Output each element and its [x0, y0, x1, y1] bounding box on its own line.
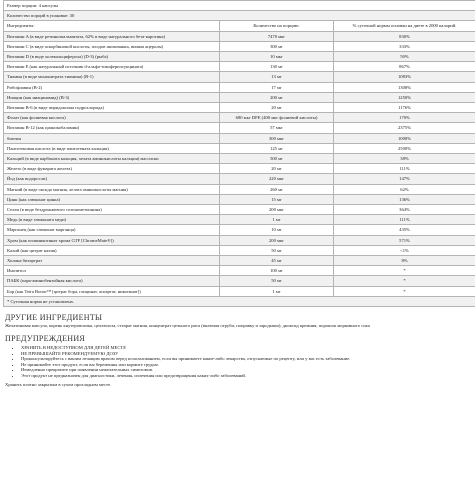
servings-per-container: Количество порций в упаковке: 30 — [4, 11, 475, 21]
ingredient-daily-value: <1% — [334, 245, 475, 255]
ingredient-amount: 200 мкг — [220, 235, 334, 245]
storage-note: Хранить плотно закрытым в сухом прохладном месте. — [5, 381, 112, 387]
table-row — [4, 133, 475, 143]
table-row — [4, 225, 475, 235]
ingredient-name: Калий (как цитрат калия) — [4, 245, 220, 255]
ingredient-amount: 7470 мкг — [220, 31, 334, 41]
ingredient-name: Йод (как водоросли) — [4, 174, 220, 184]
ingredient-name: Бор (как Tetra Boron™ [цитрат бора, глицинат, аспартат, никотинат]) — [4, 286, 220, 296]
warning-item: • Немедленно прекратите при появлении нежелательных симптомов. — [21, 367, 475, 373]
footnote: * Суточная норма не установлена. — [4, 296, 475, 306]
ingredient-daily-value: 1250% — [334, 92, 475, 102]
table-row — [4, 154, 475, 164]
table-row — [4, 235, 475, 245]
ingredient-name: Пантотеновая кислота (в виде пантотената кальция) — [4, 143, 220, 153]
ingredient-daily-value: 170% — [334, 113, 475, 123]
other-ingredients-text: Желатиновая капсула, корень кнутеровскика, целлюлоза, стеарат магния, концентрат цельного риса (включая отруби, поправку и зародыши), диоксид кремния, порошок морковного сока — [5, 323, 370, 329]
other-ingredients-heading: ДРУГИЕ ИНГРЕДИЕНТЫ — [5, 313, 103, 323]
table-row — [4, 245, 475, 255]
ingredient-daily-value: 830% — [334, 31, 475, 41]
ingredient-amount: 100 мг — [220, 266, 334, 276]
table-row — [4, 194, 475, 204]
table-row — [4, 31, 475, 41]
ingredient-amount: 10 мкг — [220, 52, 334, 62]
ingredient-daily-value: 8% — [334, 256, 475, 266]
table-row — [4, 123, 475, 133]
ingredient-daily-value: * — [334, 286, 475, 296]
table-row — [4, 103, 475, 113]
ingredient-name: Медь (в виде глюконата меди) — [4, 215, 220, 225]
ingredient-name: Цинк (как глюконат цинка) — [4, 194, 220, 204]
ingredient-name: Холина битартрат — [4, 256, 220, 266]
ingredient-amount: 300 мкг — [220, 133, 334, 143]
table-row — [4, 62, 475, 72]
table-row — [4, 82, 475, 92]
ingredient-amount: 200 мкг — [220, 205, 334, 215]
table-row — [4, 205, 475, 215]
serving-size-row — [4, 1, 475, 11]
ingredient-amount: 1 мг — [220, 215, 334, 225]
ingredient-name: Ниацин (как ниацинамид) (B-3) — [4, 92, 220, 102]
ingredient-amount: 200 мг — [220, 92, 334, 102]
ingredient-daily-value: 2500% — [334, 143, 475, 153]
ingredient-daily-value: 111% — [334, 164, 475, 174]
ingredient-name: ПАБК (пара-аминобензойная кислота) — [4, 276, 220, 286]
ingredient-name: Хром (как полиникотинат хрома GTF [ChromeMate®]) — [4, 235, 220, 245]
header-amount: Количество на порцию: — [220, 21, 334, 31]
table-row — [4, 286, 475, 296]
ingredient-amount: 20 мг — [220, 164, 334, 174]
ingredient-amount: 45 мг — [220, 256, 334, 266]
ingredient-daily-value: 111% — [334, 215, 475, 225]
table-row — [4, 276, 475, 286]
ingredient-amount: 300 мг — [220, 41, 334, 51]
table-row — [4, 256, 475, 266]
ingredient-name: Витамин A (в виде ретинилпальмитата, 62% в виде натурального бета-каротина) — [4, 31, 220, 41]
ingredient-amount: 10 мг — [220, 225, 334, 235]
ingredient-amount: 15 мг — [220, 194, 334, 204]
warning-item: • Этот продукт не предназначен для диагностики, лечения, излечения или предотвращения каких-либо заболеваний. — [21, 373, 475, 379]
ingredient-daily-value: 62% — [334, 184, 475, 194]
ingredient-name: Селен (в виде бездрожжевого селенометионина) — [4, 205, 220, 215]
warning-item: • ХРАНИТЬ В НЕДОСТУПНОМ ДЛЯ ДЕТЕЙ МЕСТЕ — [21, 345, 475, 351]
ingredient-name: Витамин C (в виде аскорбиновой кислоты, плодов шиповника, вишни ацеролы) — [4, 41, 220, 51]
table-row — [4, 143, 475, 153]
serving-size: Размер порции: 4 капсулы — [4, 1, 475, 11]
ingredient-name: Рибофлавин (B-2) — [4, 82, 220, 92]
ingredient-amount: 20 мг — [220, 103, 334, 113]
warning-item: • Не принимайте этот продукт, если вы беременны или кормите грудью. — [21, 362, 475, 368]
ingredient-amount: 680 мкг DFE (400 мкг фолиевой кислоты) — [220, 113, 334, 123]
table-row — [4, 266, 475, 276]
ingredient-daily-value: 571% — [334, 235, 475, 245]
ingredient-amount: 17 мг — [220, 82, 334, 92]
ingredient-name: Витамин D (в виде холекальциферола) (D-3) (рыба) — [4, 52, 220, 62]
ingredient-daily-value: 1176% — [334, 103, 475, 113]
header-daily-value: % суточной нормы основан на диете в 2000 калорий. — [334, 21, 475, 31]
ingredient-amount: 57 мкг — [220, 123, 334, 133]
ingredient-daily-value: 435% — [334, 225, 475, 235]
ingredient-daily-value: 38% — [334, 154, 475, 164]
warning-item: • Проконсультируйтесь с вашим лечащим врачом перед использованием, если вы принимаете какие-либо лекарства, отпускаемые по рецепту, или у вас есть заболевание. — [21, 356, 475, 362]
table-row — [4, 164, 475, 174]
header-ingredient: Ингредиенты: — [4, 21, 220, 31]
supplement-facts-table — [3, 0, 475, 307]
ingredient-name: Витамин B-12 (как цианокобаламин) — [4, 123, 220, 133]
warning-item: • НЕ ПРЕВЫШАЙТЕ РЕКОМЕНДУЕМУЮ ДОЗУ — [21, 351, 475, 357]
ingredient-name: Марганец (как глюконат марганца) — [4, 225, 220, 235]
ingredient-daily-value: 1083% — [334, 72, 475, 82]
ingredient-daily-value: 867% — [334, 62, 475, 72]
table-row — [4, 184, 475, 194]
ingredient-amount: 130 мг — [220, 62, 334, 72]
ingredient-amount: 1 мг — [220, 286, 334, 296]
ingredient-daily-value: 364% — [334, 205, 475, 215]
ingredient-daily-value: 1308% — [334, 82, 475, 92]
ingredient-amount: 125 мг — [220, 143, 334, 153]
ingredient-daily-value: 147% — [334, 174, 475, 184]
table-header-row — [4, 21, 475, 31]
warnings-heading: ПРЕДУПРЕЖДЕНИЯ — [5, 334, 86, 344]
ingredient-amount: 50 мг — [220, 276, 334, 286]
servings-per-container-row — [4, 11, 475, 21]
table-row — [4, 41, 475, 51]
ingredient-name: Кальций (в виде карбоната кальция, хелата аминокислоты кальция) массиски — [4, 154, 220, 164]
ingredient-name: биотин — [4, 133, 220, 143]
ingredient-daily-value: 1000% — [334, 133, 475, 143]
footnote-row — [4, 296, 475, 306]
table-row — [4, 215, 475, 225]
ingredient-amount: 220 мкг — [220, 174, 334, 184]
table-row — [4, 72, 475, 82]
ingredient-daily-value: 50% — [334, 52, 475, 62]
ingredient-amount: 50 мг — [220, 245, 334, 255]
table-row — [4, 174, 475, 184]
ingredient-daily-value: 136% — [334, 194, 475, 204]
ingredient-name: Инозитол — [4, 266, 220, 276]
ingredient-name: Тиамин (в виде мононитрата тиамина) (B-1) — [4, 72, 220, 82]
ingredient-amount: 13 мг — [220, 72, 334, 82]
ingredient-daily-value: 2375% — [334, 123, 475, 133]
ingredient-name: Железо (в виде фумарата железа) — [4, 164, 220, 174]
ingredient-name: Фолат (как фолиевая кислота) — [4, 113, 220, 123]
table-row — [4, 52, 475, 62]
ingredient-amount: 500 мг — [220, 154, 334, 164]
table-row — [4, 92, 475, 102]
ingredient-daily-value: 333% — [334, 41, 475, 51]
ingredient-daily-value: * — [334, 276, 475, 286]
ingredient-name: Витамин E (как натуральный источник d-альфа-токоферилсукцината) — [4, 62, 220, 72]
warnings-list — [13, 345, 475, 379]
table-row — [4, 113, 475, 123]
supplement-facts-page — [3, 0, 475, 388]
ingredient-name: Витамин B-6 (в виде пиридоксина гидрохлорида) — [4, 103, 220, 113]
ingredient-amount: 260 мг — [220, 184, 334, 194]
ingredient-daily-value: * — [334, 266, 475, 276]
ingredient-name: Магний (в виде оксида магния, хелата аминокислоты магния) — [4, 184, 220, 194]
